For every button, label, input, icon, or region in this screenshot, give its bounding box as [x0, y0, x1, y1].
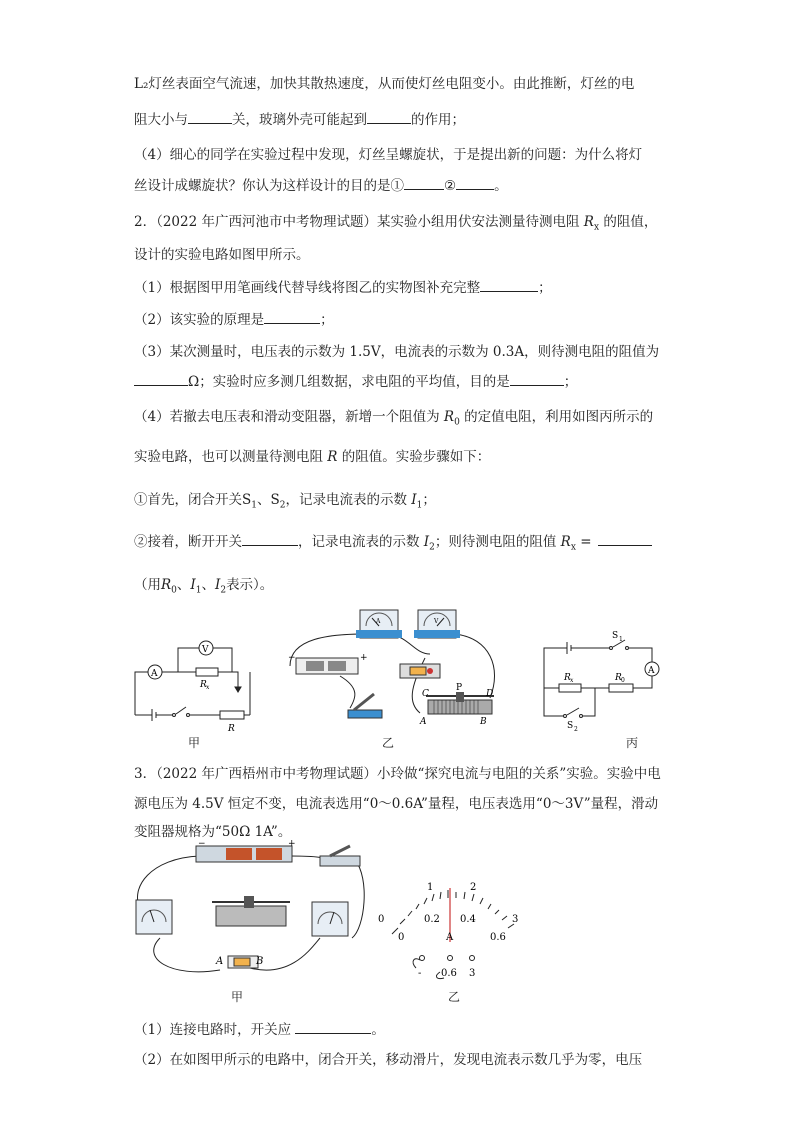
q2-part4-text: 的定值电阻，利用如图丙所示的	[459, 409, 654, 425]
q2-part3-line1: （3）某次测量时，电压表的示数为 1.5V，电流表的示数为 0.3A，则待测电阻的阻值为	[134, 344, 660, 360]
svg-text:0.6: 0.6	[490, 932, 506, 943]
q2-part4-line2	[134, 445, 490, 465]
q2-step2: ②接着，断开开关 ，记录电流表的示数 $I_2$；则待测电阻的阻值 $R_x$ =	[134, 530, 652, 553]
step1-text: 、S	[256, 492, 280, 508]
svg-text:0.6: 0.6	[441, 968, 457, 979]
terminal-d-label: D	[486, 689, 494, 699]
rx-label-sub: x	[206, 684, 210, 691]
svg-text:A: A	[648, 666, 655, 676]
caption-q3-yi: 乙	[448, 990, 461, 1004]
q1-line4	[134, 174, 508, 194]
terminal-a-label: A	[216, 956, 224, 967]
q2-part4-text: 实验电路，也可以测量待测电阻	[134, 449, 328, 465]
answer-blank[interactable]	[480, 279, 538, 292]
svg-text:2: 2	[470, 882, 477, 893]
q2-heading-text: 的阻值，	[599, 214, 658, 230]
rx-label: R	[200, 680, 207, 690]
q3-part1	[134, 1018, 385, 1038]
step1-text: ，记录电流表的示数	[285, 492, 412, 508]
q3-heading-line2: 源电压为 4.5V 恒定不变，电流表选用“0～0.6A”量程，电压表选用“0～3V”量程，滑动	[134, 796, 659, 812]
svg-text:A: A	[376, 618, 381, 625]
physical-setup-q3-jia	[130, 838, 370, 988]
rheostat-device	[428, 700, 492, 714]
rx-resistor-symbol	[196, 668, 218, 676]
q2-step1: ①首先，闭合开关$S_1$、$S_2$，记录电流表的示数 $I_1$；	[134, 492, 436, 511]
svg-text:S: S	[612, 631, 619, 641]
step2-text: ；则待测电阻的阻值	[434, 534, 561, 550]
r0-resistor-symbol	[609, 684, 633, 692]
svg-text:−: −	[198, 839, 206, 849]
answer-blank[interactable]	[134, 373, 188, 386]
answer-blank[interactable]	[367, 111, 411, 124]
step1-text: ；	[422, 492, 436, 508]
physical-setup-yi	[280, 598, 510, 740]
caption-q3-jia: 甲	[231, 990, 244, 1004]
svg-text:R: R	[615, 673, 622, 683]
svg-text:V: V	[434, 618, 439, 625]
svg-text:S: S	[567, 721, 574, 731]
ammeter-device	[312, 902, 348, 936]
q2-part4-line1	[134, 405, 653, 428]
q3-heading-line3: 变阻器规格为“50Ω 1A”。	[134, 824, 292, 840]
ammeter-scale-yi	[374, 876, 534, 986]
q1-line2-c: 的作用；	[411, 112, 465, 128]
q2-heading-line1	[134, 210, 657, 233]
q2-heading-line2: 设计的实验电路如图甲所示。	[134, 247, 310, 263]
answer-blank[interactable]	[598, 533, 652, 546]
step3-text: 、	[176, 577, 191, 593]
q3-part2: （2）在如图甲所示的电路中，闭合开关，移动滑片，发现电流表示数几乎为零，电压	[134, 1052, 643, 1068]
q2-part1-text: （1）根据图甲用笔画线代替导线将图乙的实物图补充完整	[134, 280, 481, 296]
step2-text: =	[575, 534, 592, 550]
q3-part1-end: 。	[371, 1022, 385, 1038]
q1-line4-b: ②	[444, 178, 457, 194]
q1-line3: （4）细心的同学在实验过程中发现，灯丝呈螺旋状，于是提出新的问题：为什么将灯	[134, 147, 643, 163]
answer-blank[interactable]	[295, 1021, 371, 1034]
svg-text:0: 0	[621, 677, 625, 684]
rx-resistor-symbol	[559, 684, 581, 692]
step3-text: 、	[201, 577, 215, 593]
q2-step3: （用$R_0$、$I_1$、$I_2$表示）。	[134, 577, 274, 596]
q2-part3-text: Ω；实验时应多测几组数据，求电阻的平均值，目的是	[188, 374, 510, 390]
terminal-b-label: B	[256, 956, 264, 967]
svg-text:0.4: 0.4	[460, 914, 476, 925]
step2-text: ②接着，断开开关	[134, 534, 242, 550]
q1-line4-a: 丝设计成螺旋状？你认为这样设计的目的是①	[134, 178, 404, 194]
answer-blank[interactable]	[456, 177, 494, 190]
svg-text:-: -	[418, 968, 422, 979]
step2-text: ，记录电流表的示数	[298, 534, 424, 550]
svg-text:+: +	[288, 839, 296, 849]
answer-blank[interactable]	[188, 111, 232, 124]
q3-part1-text: （1）连接电路时，开关应	[134, 1022, 296, 1038]
q1-line4-c: 。	[494, 178, 508, 194]
q2-part4-text: 的阻值。实验步骤如下：	[337, 449, 491, 465]
rheostat-device	[216, 906, 286, 926]
svg-text:0: 0	[398, 932, 405, 943]
ammeter-base	[356, 630, 402, 638]
svg-text:A: A	[446, 932, 454, 943]
q2-part2	[134, 308, 334, 328]
q2-heading-text: 2．（2022 年广西河池市中考物理试题）某实验小组用伏安法测量待测电阻	[134, 214, 584, 230]
caption-yi: 乙	[382, 736, 395, 750]
voltmeter-device	[136, 900, 172, 934]
q1-line2	[134, 108, 465, 128]
svg-text:2: 2	[574, 726, 578, 733]
q3-heading-line1: 3．（2022 年广西梧州市中考物理试题）小玲做“探究电流与电阻的关系”实验。实验中电	[134, 766, 661, 782]
terminal-b-label: B	[480, 717, 487, 727]
step1-text: ①首先，闭合开关S	[134, 492, 252, 508]
svg-text:−: −	[288, 653, 296, 663]
q2-part2-end: ；	[320, 312, 334, 328]
r0-subscript: 0	[454, 417, 460, 428]
svg-text:1: 1	[427, 882, 434, 893]
switch-device	[320, 856, 360, 866]
caption-bing: 丙	[626, 736, 639, 750]
slider-p-label: P	[456, 683, 463, 693]
caption-jia: 甲	[188, 736, 201, 750]
rx-subscript: x	[593, 222, 600, 233]
svg-text:1: 1	[619, 636, 623, 643]
svg-text:3: 3	[469, 968, 476, 979]
svg-text:0.2: 0.2	[424, 914, 440, 925]
answer-blank[interactable]	[264, 311, 320, 324]
answer-blank[interactable]	[242, 533, 298, 546]
svg-text:+: +	[360, 653, 368, 663]
q2-part4-text: （4）若撤去电压表和滑动变阻器，新增一个阻值为	[134, 409, 444, 425]
q2-part2-text: （2）该实验的原理是	[134, 312, 265, 328]
rx-symbol: R	[583, 214, 594, 230]
battery-box	[296, 658, 358, 674]
q2-part1-end: ；	[538, 280, 552, 296]
rheostat-label: R	[228, 724, 235, 734]
svg-text:x: x	[570, 677, 574, 684]
q2-part1	[134, 276, 552, 296]
svg-text:0: 0	[378, 914, 385, 925]
q2-part3-line2	[134, 370, 577, 390]
svg-text:3: 3	[512, 914, 519, 925]
q1-line1: L₂灯丝表面空气流速，加快其散热速度，从而使灯丝电阻变小。由此推断，灯丝的电	[134, 76, 635, 92]
ammeter-label: A	[151, 669, 158, 679]
circuit-diagram-jia	[128, 630, 258, 740]
voltmeter-base	[414, 630, 460, 638]
terminal-a-label: A	[420, 717, 427, 727]
terminal-c-label: C	[422, 689, 429, 699]
step3-text: 表示）。	[226, 577, 274, 593]
rx-symbol: R	[327, 449, 338, 465]
switch-device	[348, 710, 382, 718]
svg-text:R: R	[564, 673, 571, 683]
rheostat-symbol	[220, 711, 244, 719]
q1-line2-a: 阻大小与	[134, 112, 188, 128]
q2-part3-end: ；	[563, 374, 578, 390]
step3-text: （用	[134, 577, 161, 593]
r0-symbol: R	[443, 409, 455, 425]
answer-blank[interactable]	[510, 373, 564, 386]
voltmeter-label: V	[202, 645, 209, 655]
circuit-diagram-bing	[537, 624, 667, 734]
answer-blank[interactable]	[404, 177, 444, 190]
q1-line2-b: 关，玻璃外壳可能起到	[232, 112, 367, 128]
